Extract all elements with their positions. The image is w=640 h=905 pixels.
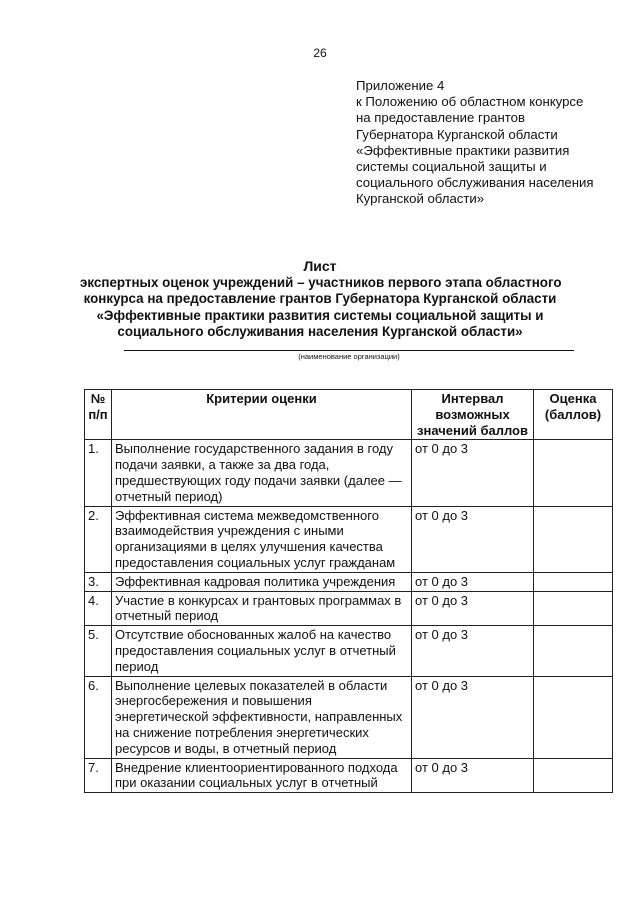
row-score[interactable] [534,440,613,506]
row-num: 1. [85,440,112,506]
subtitle-line: конкурса на предоставление грантов Губернатора Курганской области [83,291,557,307]
row-range: от 0 до 3 [412,572,534,591]
appendix-line: Приложение 4 [356,78,445,93]
appendix-header [356,78,626,208]
row-num: 2. [85,506,112,572]
appendix-line: системы социальной защиты и [356,159,547,175]
row-num: 3. [85,572,112,591]
table-row [85,506,613,572]
row-range: от 0 до 3 [412,676,534,758]
row-criteria: Участие в конкурсах и грантовых программах в отчетный период [112,591,412,626]
document-subtitle [80,275,560,341]
header-num: № п/п [85,390,112,440]
document-title: Лист [303,258,337,274]
row-criteria: Выполнение государственного задания в году подачи заявки, а также за два года, предшествующих году подачи заявки (далее — отчетный период) [112,440,412,506]
row-criteria: Отсутствие обоснованных жалоб на качество предоставления социальных услуг в отчетный период [112,626,412,676]
row-range: от 0 до 3 [412,440,534,506]
row-num: 4. [85,591,112,626]
table-row [85,758,613,793]
subtitle-line: «Эффективные практики развития системы социальной защиты и [96,307,544,323]
table-row [85,676,613,758]
appendix-line: на предоставление грантов [356,110,526,126]
appendix-line: Губернатора Курганской области [356,126,558,142]
row-range: от 0 до 3 [412,506,534,572]
row-score[interactable] [534,506,613,572]
row-num: 5. [85,626,112,676]
row-criteria: Эффективная кадровая политика учреждения [112,572,412,591]
header-criteria: Критерии оценки [112,390,412,440]
row-score[interactable] [534,758,613,793]
row-score[interactable] [534,676,613,758]
table-row [85,591,613,626]
row-criteria: Внедрение клиентоориентированного подхода при оказании социальных услуг в отчетный [112,758,412,793]
appendix-line: Курганской области» [356,191,485,207]
row-range: от 0 до 3 [412,626,534,676]
appendix-line: «Эффективные практики развития [356,142,570,158]
header-range: Интервал возможных значений баллов [412,390,534,440]
table-row [85,572,613,591]
criteria-table [84,389,613,793]
subtitle-line: экспертных оценок учреждений – участников первого этапа областного [80,275,562,290]
row-score[interactable] [534,591,613,626]
table-row [85,626,613,676]
organization-name-line [124,350,574,351]
row-score[interactable] [534,572,613,591]
subtitle-line: социального обслуживания населения Курганской области» [117,324,523,340]
page-number: 26 [313,46,327,60]
header-score: Оценка (баллов) [534,390,613,440]
appendix-line: к Положению об областном конкурсе [356,94,584,110]
row-criteria: Эффективная система межведомственного взаимодействия учреждения с иными организациями в целях улучшения качества предоставления социальных услуг гражданам [112,506,412,572]
appendix-line: социального обслуживания населения [356,175,594,191]
row-num: 7. [85,758,112,793]
row-range: от 0 до 3 [412,758,534,793]
row-criteria: Выполнение целевых показателей в области энергосбережения и повышения энергетической эффективности, направленных на снижение потребления энергетических ресурсов и воды, в отчетный период [112,676,412,758]
row-score[interactable] [534,626,613,676]
table-row [85,440,613,506]
row-range: от 0 до 3 [412,591,534,626]
table-header-row [85,390,613,440]
row-num: 6. [85,676,112,758]
organization-name-caption: (наименование организации) [298,352,400,361]
